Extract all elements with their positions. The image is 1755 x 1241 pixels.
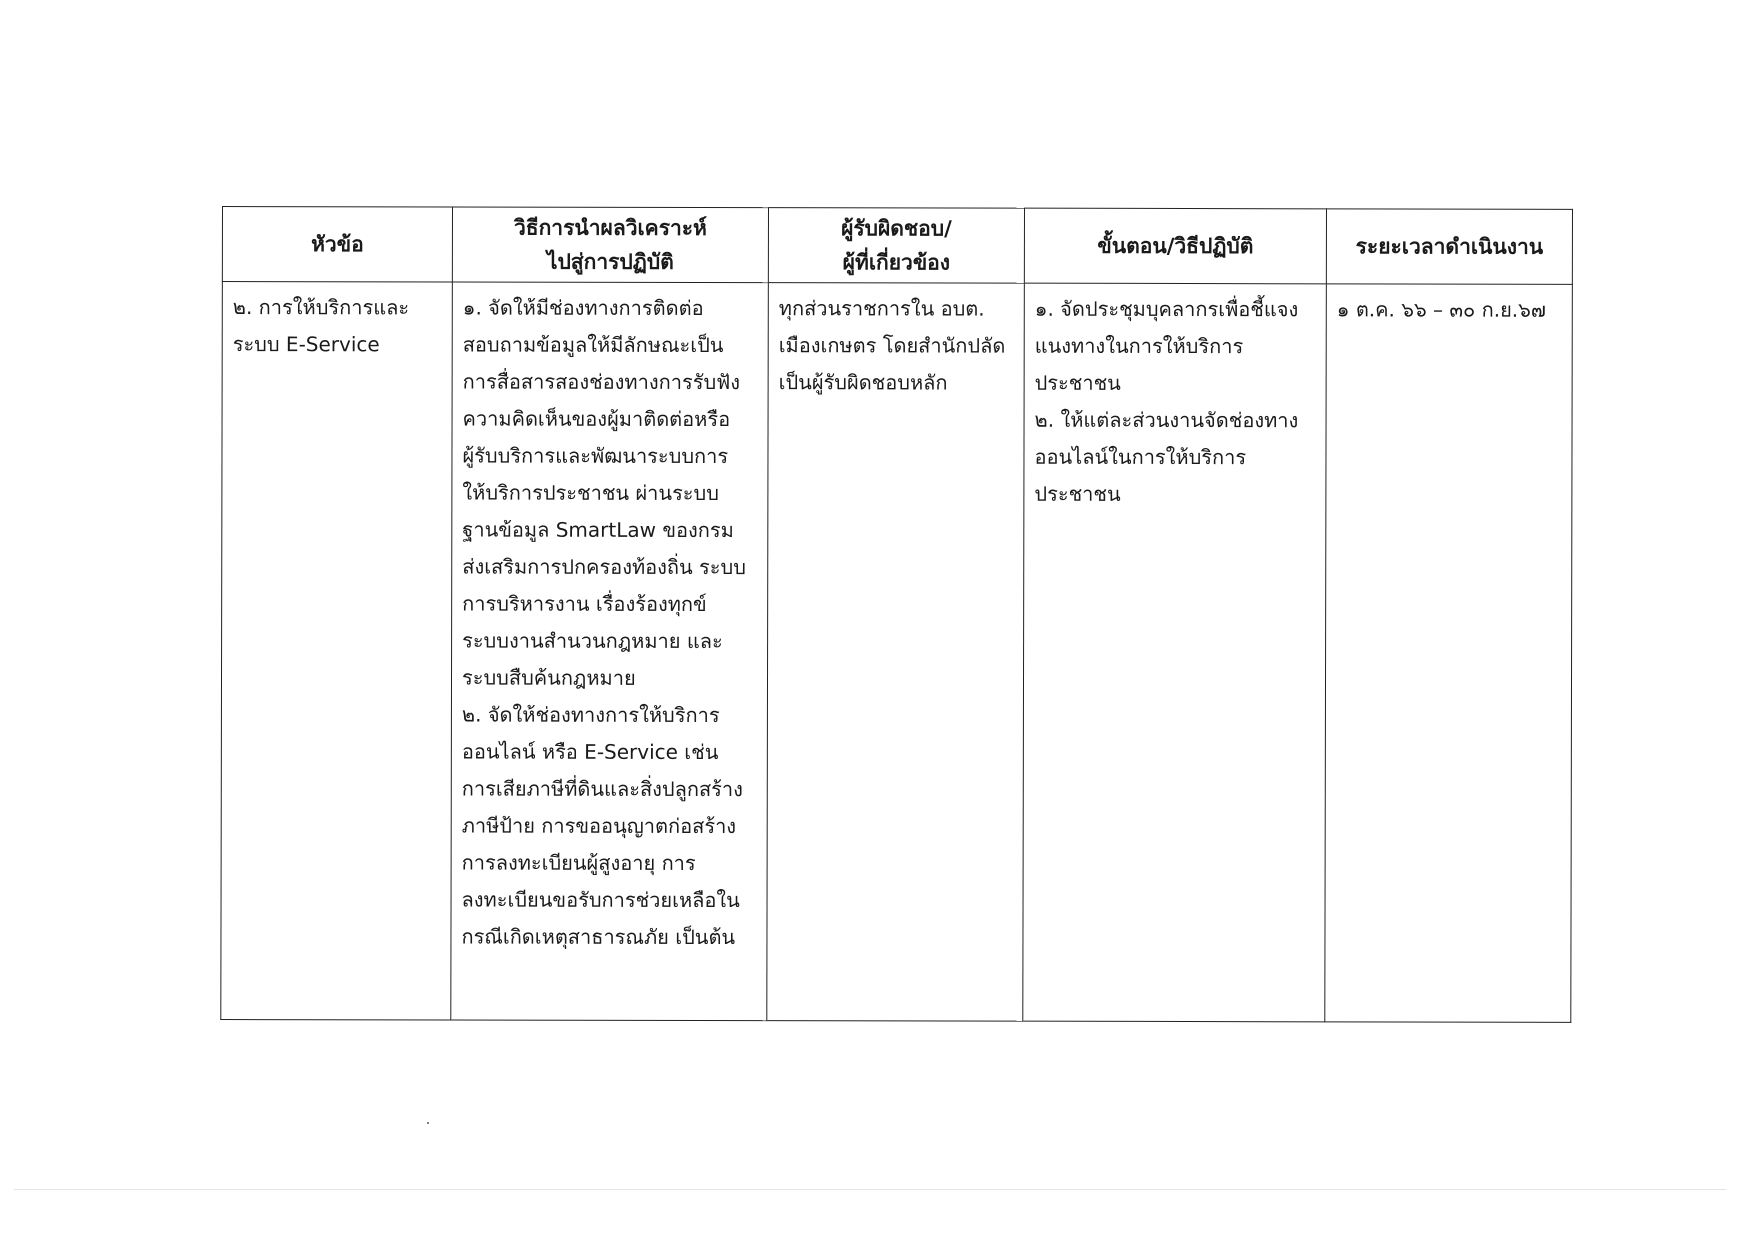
method-line: สอบถามข้อมูลให้มีลักษณะเป็น [462,332,724,358]
method-line: การลงทะเบียนผู้สูงอายุ การ [461,850,696,875]
topic-line: ระบบ E-Service [232,332,380,357]
method-line: ภาษีป้าย การขออนุญาตก่อสร้าง [461,813,737,839]
header-steps [1024,208,1326,284]
method-line: การสื่อสารสองช่องทางการรับฟัง [462,369,741,395]
method-line: กรณีเกิดเหตุสาธารณภัย เป็นต้น [461,924,736,950]
method-line: ระบบสืบค้นกฎหมาย [461,665,636,690]
steps-line: แนงทางในการให้บริการ [1034,333,1244,359]
header-topic [222,207,452,282]
header-line: ระยะเวลาดำเนินงาน [1355,234,1544,259]
header-line: ไปสู่การปฏิบัติ [546,249,674,274]
method-line: ลงทะเบียนขอรับการช่วยเหลือใน [461,887,740,913]
header-line: วิธีการนำผลวิเคราะห์ [513,215,707,241]
cell-topic [221,282,453,1020]
header-responsible [768,208,1024,284]
header-line: ผู้ที่เกี่ยวข้อง [842,250,951,275]
method-line: ส่งเสริมการปกครองท้องถิ่น ระบบ [462,554,746,580]
cell-responsible [767,283,1025,1022]
method-line: ให้บริการประชาชน ผ่านระบบ [462,480,719,506]
scan-speck [427,1122,429,1124]
method-line: ฐานข้อมูล SmartLaw ของกรม [462,517,734,543]
cell-steps [1023,283,1327,1022]
topic-line: ๒. การให้บริการและ [232,295,410,320]
method-line: ระบบงานสำนวนกฎหมาย และ [462,628,723,654]
header-line: ผู้รับผิดชอบ/ [841,216,952,241]
steps-line: ประชาชน [1034,481,1121,506]
header-line: ขั้นตอน/วิธีปฏิบัติ [1097,233,1254,259]
action-plan-table [220,206,1573,1023]
method-line: ออนไลน์ หรือ E-Service เช่น [461,739,719,765]
method-line: ความคิดเห็นของผู้มาติดต่อหรือ [462,406,731,432]
cell-method [451,282,769,1021]
cell-period [1325,284,1573,1023]
header-period [1326,209,1572,285]
steps-line: ๑. จัดประชุมบุคลากรเพื่อชี้แจง [1034,296,1299,322]
period-line: ๑ ต.ค. ๖๖ – ๓๐ ก.ย.๖๗ [1336,297,1546,322]
method-line: ผู้รับบริการและพัฒนาระบบการ [462,443,729,469]
steps-line: ๒. ให้แต่ละส่วนงานจัดช่องทาง [1034,407,1299,433]
steps-line: ประชาชน [1034,370,1121,395]
method-line: การเสียภาษีที่ดินและสิ่งปลูกสร้าง [461,776,743,802]
header-method [452,207,768,283]
method-line: ๑. จัดให้มีช่องทางการติดต่อ [462,295,704,321]
responsible-line: เมืองเกษตร โดยสำนักปลัด [778,333,1006,358]
responsible-line: เป็นผู้รับผิดชอบหลัก [778,370,948,395]
method-line: การบริหารงาน เรื่องร้องทุกข์ [462,591,707,617]
responsible-line: ทุกส่วนราชการใน อบต. [778,296,985,321]
table-row [221,282,1573,1023]
method-line: ๒. จัดให้ช่องทางการให้บริการ [461,702,720,728]
header-line: หัวข้อ [311,232,364,257]
table-header-row [222,207,1572,285]
steps-line: ออนไลน์ในการให้บริการ [1034,444,1247,470]
scan-edge-line [14,1189,1726,1190]
